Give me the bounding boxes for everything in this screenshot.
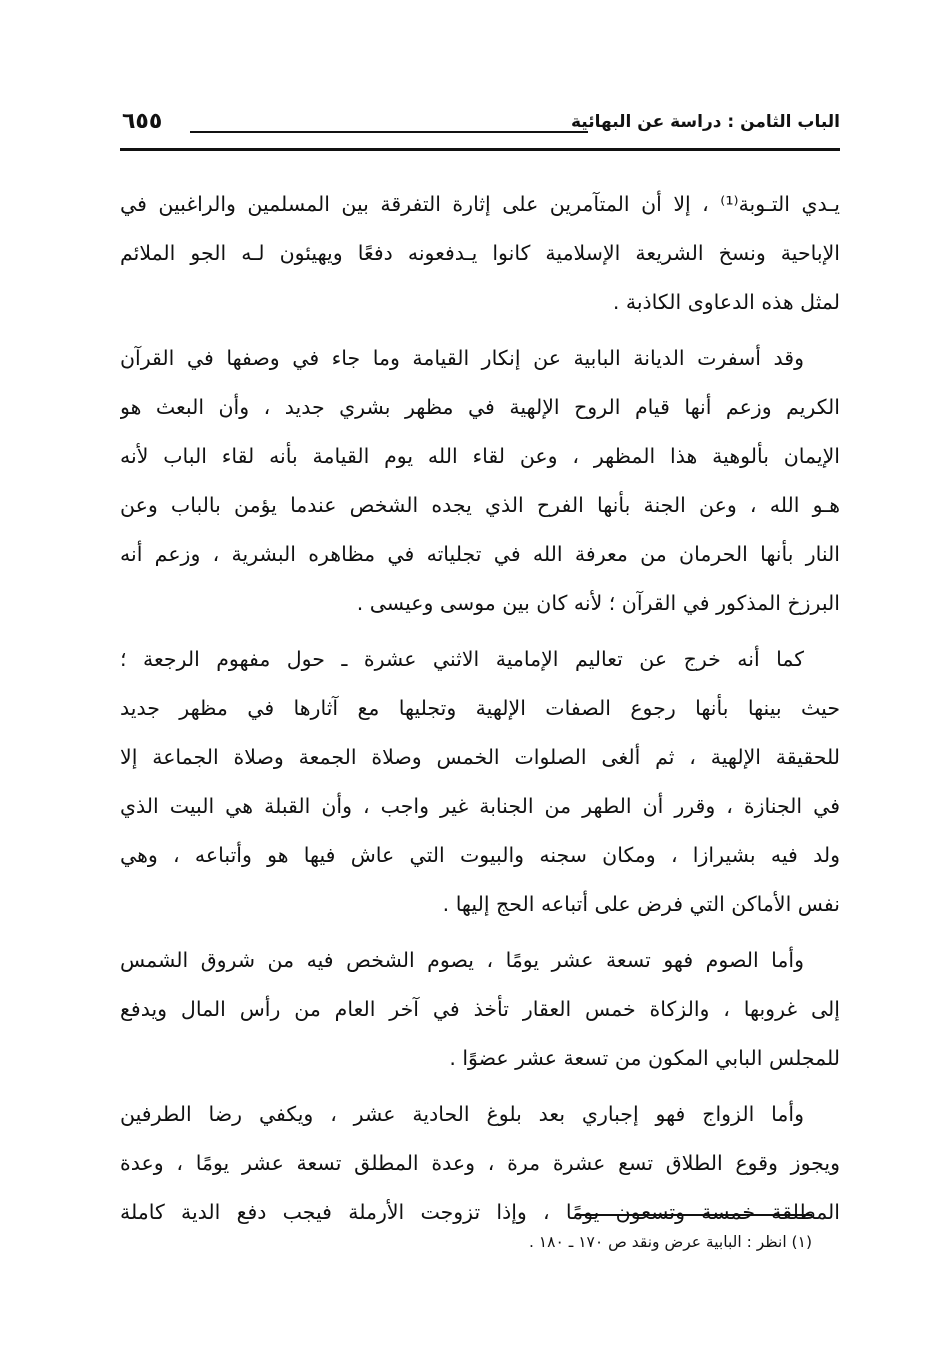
text-line: الكريم وزعم أنها قيام الروح الإلهية في مظهر بشري جديد ، وأن البعث هو (120, 395, 840, 419)
chapter-title: الباب الثامن : دراسة عن البهائية (570, 112, 840, 132)
text-line: في الجنازة ، وقرر أن الطهر من الجنابة غير واجب ، وأن القبلة هي البيت الذي (120, 794, 840, 818)
footnote-separator (576, 1214, 812, 1216)
page-number: ٦٥٥ (122, 109, 163, 134)
text-line: كما أنه خرج عن تعاليم الإمامية الاثني عشرة ـ حول مفهوم الرجعة ؛ (120, 647, 804, 671)
header-leader-line (190, 131, 588, 133)
text-line: للحقيقة الإلهية ، ثم ألغى الصلوات الخمس وصلاة الجمعة وصلاة الجماعة إلا (120, 745, 840, 769)
text-line: الإيمان بألوهية هذا المظهر ، وعن لقاء الله يوم القيامة بأنه لقاء الباب لأنه (120, 444, 840, 468)
text-line: المطلقة خمسة وتسعون يومًا ، وإذا تزوجت الأرملة فيجب دفع الدية كاملة (120, 1200, 840, 1224)
text-line: الإباحية ونسخ الشريعة الإسلامية كانوا يـدفعونه دفعًا ويهيئون لـه الجو الملائم (120, 241, 840, 265)
text-line: ولد فيه بشيرازا ، ومكان سجنه والبيوت التي عاش فيها هو وأتباعه ، وهي (120, 843, 840, 867)
text-line: وأما الصوم فهو تسعة عشر يومًا ، يصوم الشخص فيه من شروق الشمس (120, 948, 804, 972)
text-line: يـدي التـوبة⁽¹⁾ ، إلا أن المتآمرين على إثارة التفرقة بين المسلمين والراغبين في (120, 192, 840, 216)
text-line: ويجوز وقوع الطلاق تسع عشرة مرة ، وعدة المطلق تسعة عشر يومًا ، وعدة (120, 1151, 840, 1175)
body-text (120, 180, 840, 1237)
text-line: حيث بينها بأنها رجوع الصفات الإلهية وتجليها مع آثارها في مظهر جديد (120, 696, 840, 720)
text-line: للمجلس البابي المكون من تسعة عشر عضوًا . (449, 1046, 840, 1070)
text-line: وأما الزواج فهو إجباري بعد بلوغ الحادية عشر ، ويكفي رضا الطرفين (120, 1102, 804, 1126)
text-line: لمثل هذه الدعاوى الكاذبة . (612, 290, 840, 314)
text-line: وقد أسفرت الديانة البابية عن إنكار القيامة وما جاء في وصفها في القرآن (120, 346, 804, 370)
text-line: النار بأنها الحرمان من معرفة الله في تجلياته في مظاهره البشرية ، وزعم أنه (120, 542, 840, 566)
text-line: هـو الله ، وعن الجنة بأنها الفرح الذي يجده الشخص عندما يؤمن بالباب وعن (120, 493, 840, 517)
footnote: (١) انظر : البابية عرض ونقد ص ١٧٠ ـ ١٨٠ . (528, 1233, 812, 1251)
text-line: إلى غروبها ، والزكاة خمس العقار تأخذ في آخر العام من رأس المال ويدفع (120, 997, 840, 1021)
text-line: نفس الأماكن التي فرض على أتباعه الحج إليها . (442, 892, 840, 916)
running-header (120, 109, 840, 144)
header-rule (120, 148, 840, 151)
text-line: البرزخ المذكور في القرآن ؛ لأنه كان بين موسى وعيسى . (356, 591, 840, 615)
